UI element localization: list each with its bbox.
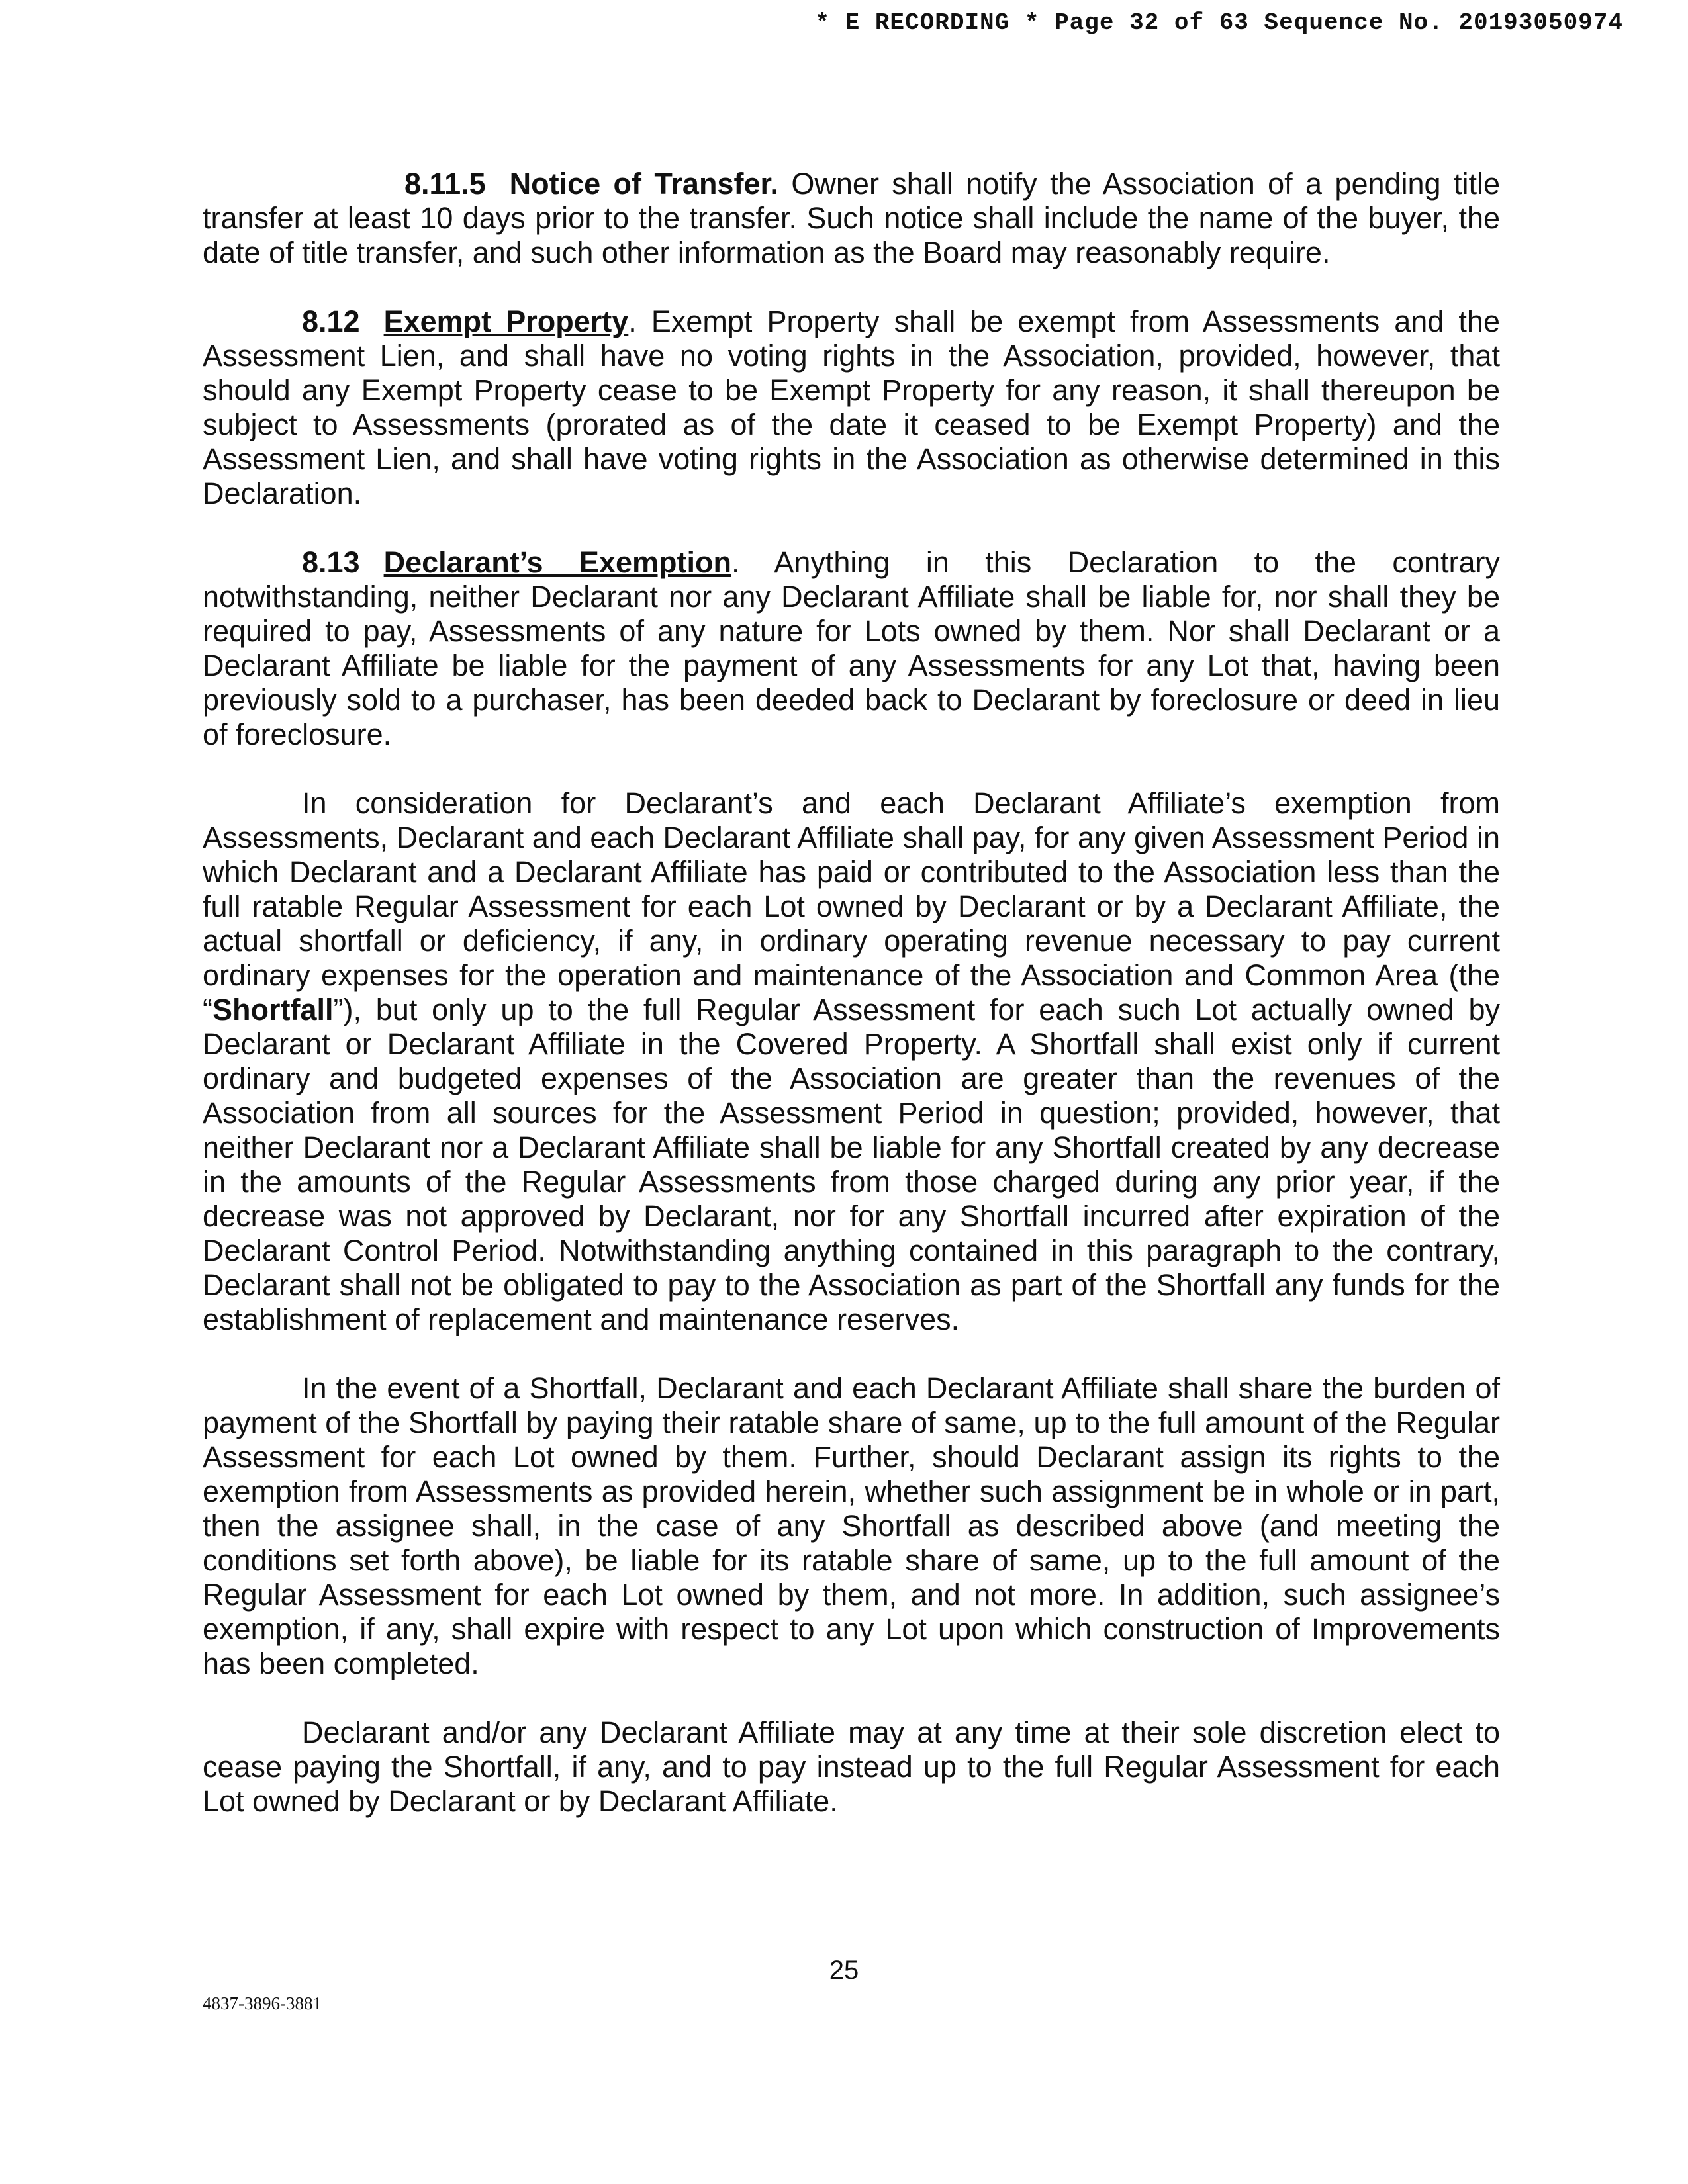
- document-body: [203, 167, 1500, 1853]
- section-8-12: [203, 304, 1500, 511]
- section-number: 8.12: [302, 304, 360, 338]
- section-title: Declarant’s Exemption: [383, 545, 731, 579]
- section-number: 8.11.5: [404, 167, 486, 201]
- paragraph-text: In the event of a Shortfall, Declarant and each Declarant Affiliate shall share the burden of payment of the Shortfall by paying their ratable share of same, up to the full amount of the Regular Assessment for each Lot owned by them. Further, should Declarant assign its rights to the exemption from Assessments as provided herein, whether such assignment be in whole or in part, then the assignee shall, in the case of any Shortfall as described above (and meeting the conditions set forth above), be liable for its ratable share of same, up to the full amount of the Regular Assessment for each Lot owned by them, and not more. In addition, such assignee’s exemption, if any, shall expire with respect to any Lot upon which construction of Improvements has been completed.: [203, 1371, 1500, 1680]
- section-body: Exempt Property shall be exempt from Assessments and the Assessment Lien, and shall have no voting rights in the Association, provided, however, that should any Exempt Property cease to be Exempt Property for any reason, it shall thereupon be subject to Assessments (prorated as of the date it ceased to be Exempt Property) and the Assessment Lien, and shall have voting rights in the Association as otherwise determined in this Declaration.: [203, 304, 1500, 510]
- paragraph-shortfall-burden: [203, 1371, 1500, 1681]
- section-8-13: [203, 545, 1500, 752]
- section-8-11-5: [203, 167, 1500, 270]
- paragraph-text: ”), but only up to the full Regular Assessment for each such Lot actually owned by Declarant or Declarant Affiliate in the Covered Property. A Shortfall shall exist only if current ordinary and budgeted expenses of the Association are greater than the revenues of the Association from all sources for the Assessment Period in question; provided, however, that neither Declarant nor a Declarant Affiliate shall be liable for any Shortfall created by any decrease in the amounts of the Regular Assessments from those charged during any prior year, if the decrease was not approved by Declarant, nor for any Shortfall incurred after expiration of the Declarant Control Period. Notwithstanding anything contained in this paragraph to the contrary, Declarant shall not be obligated to pay to the Association as part of the Shortfall any funds for the establishment of replacement and maintenance reserves.: [203, 993, 1500, 1336]
- paragraph-text: Declarant and/or any Declarant Affiliate may at any time at their sole discretion elect to cease paying the Shortfall, if any, and to pay instead up to the full Regular Assessment for each Lot owned by Declarant or by Declarant Affiliate.: [203, 1715, 1500, 1818]
- paragraph-shortfall-definition: [203, 786, 1500, 1337]
- paragraph-text: In consideration for Declarant’s and each Declarant Affiliate’s exemption from Assessments, Declarant and each Declarant Affiliate shall pay, for any given Assessment Period in which Declarant and a Declarant Affiliate has paid or contributed to the Association less than the full ratable Regular Assessment for each Lot owned by Declarant or by a Declarant Affiliate, the actual shortfall or deficiency, if any, in ordinary operating revenue necessary to pay current ordinary expenses for the operation and maintenance of the Association and Common Area (the “: [203, 786, 1500, 1026]
- document-id: 4837-3896-3881: [203, 1993, 322, 2013]
- section-body: Owner shall notify the Association of a pending title transfer at least 10 days prior to the transfer. Such notice shall include the name of the buyer, the date of title transfer, and such other information as the Board may reasonably require.: [203, 167, 1500, 269]
- defined-term-shortfall: Shortfall: [212, 993, 334, 1026]
- section-title: Exempt Property: [383, 304, 629, 338]
- section-title-punct: .: [628, 304, 637, 338]
- section-title-punct: .: [770, 167, 779, 201]
- section-title: Notice of Transfer: [509, 167, 771, 201]
- section-number: 8.13: [302, 545, 360, 579]
- recording-header: * E RECORDING * Page 32 of 63 Sequence No. 20193050974: [815, 9, 1623, 36]
- paragraph-shortfall-election: [203, 1715, 1500, 1819]
- section-body: Anything in this Declaration to the contrary notwithstanding, neither Declarant nor any Declarant Affiliate shall be liable for, nor shall they be required to pay, Assessments of any nature for Lots owned by them. Nor shall Declarant or a Declarant Affiliate be liable for the payment of any Assessments for any Lot that, having been previously sold to a purchaser, has been deeded back to Declarant by foreclosure or deed in lieu of foreclosure.: [203, 545, 1500, 751]
- page-number: 25: [829, 1956, 859, 1985]
- section-title-punct: .: [731, 545, 740, 579]
